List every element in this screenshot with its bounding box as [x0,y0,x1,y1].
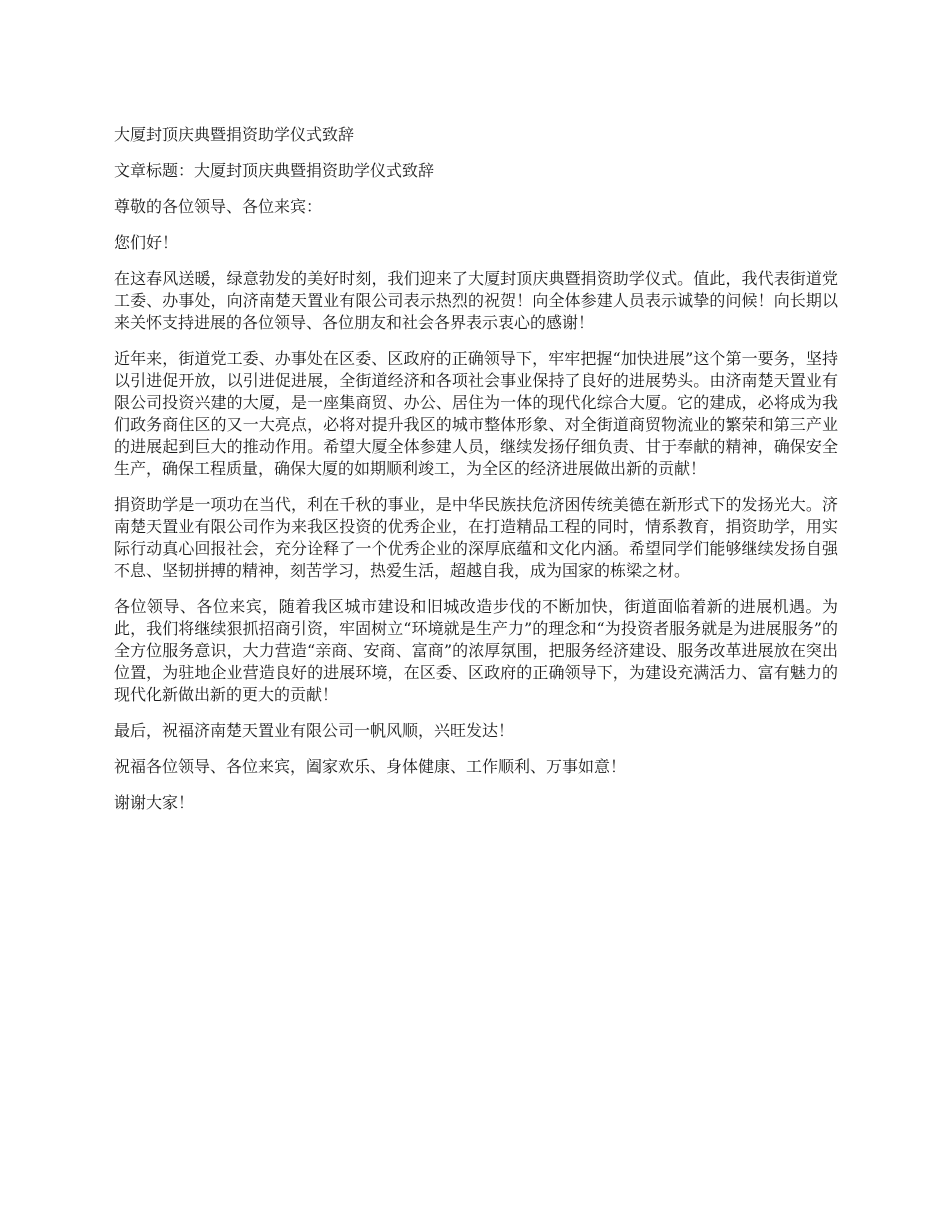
closing-line: 祝福各位领导、各位来宾，阖家欢乐、身体健康、工作顺利、万事如意！ [114,757,627,776]
body-paragraph: 在这春风送暖，绿意勃发的美好时刻，我们迎来了大厦封顶庆典暨捐资助学仪式。值此，我代表街道党工委、办事处，向济南楚天置业有限公司表示热烈的祝贺！向全体参建人员表示诚挚的问候！向长期以来关怀支持进展的各位领导、各位朋友和社会各界表示衷心的感谢！ [114,269,838,332]
closing-line: 谢谢大家！ [114,793,195,812]
document-title: 大厦封顶庆典暨捐资助学仪式致辞 [114,125,355,144]
document-body [114,124,838,828]
body-paragraph: 各位领导、各位来宾，随着我区城市建设和旧城改造步伐的不断加快，街道面临着新的进展机遇。为此，我们将继续狠抓招商引资，牢固树立“环境就是生产力”的理念和“为投资者服务就是为进展服务”的全方位服务意识，大力营造“亲商、安商、富商”的浓厚氛围，把服务经济建设、服务改革进展放在突出位置，为驻地企业营造良好的进展环境，在区委、区政府的正确领导下，为建设充满活力、富有魅力的现代化新做出新的更大的贡献！ [114,597,838,704]
salutation: 尊敬的各位领导、各位来宾： [114,197,323,216]
greeting: 您们好！ [114,233,179,252]
body-paragraph: 近年来，街道党工委、办事处在区委、区政府的正确领导下，牢牢把握“加快进展”这个第一要务，坚持以引进促开放，以引进促进展，全街道经济和各项社会事业保持了良好的进展势头。由济南楚天置业有限公司投资兴建的大厦，是一座集商贸、办公、居住为一体的现代化综合大厦。它的建成，必将成为我们政务商住区的又一大亮点，必将对提升我区的城市整体形象、对全街道商贸物流业的繁荣和第三产业的进展起到巨大的推动作用。希望大厦全体参建人员，继续发扬仔细负责、甘于奉献的精神，确保安全生产，确保工程质量，确保大厦的如期顺利竣工，为全区的经济进展做出新的贡献！ [114,349,838,478]
closing-line: 最后，祝福济南楚天置业有限公司一帆风顺，兴旺发达！ [114,721,515,740]
body-paragraph: 捐资助学是一项功在当代，利在千秋的事业，是中华民族扶危济困传统美德在新形式下的发扬光大。济南楚天置业有限公司作为来我区投资的优秀企业，在打造精品工程的同时，情系教育，捐资助学，用实际行动真心回报社会，充分诠释了一个优秀企业的深厚底蕴和文化内涵。希望同学们能够继续发扬自强不息、坚韧拼搏的精神，刻苦学习，热爱生活，超越自我，成为国家的栋梁之材。 [114,495,838,580]
article-title-line: 文章标题：大厦封顶庆典暨捐资助学仪式致辞 [114,161,435,180]
